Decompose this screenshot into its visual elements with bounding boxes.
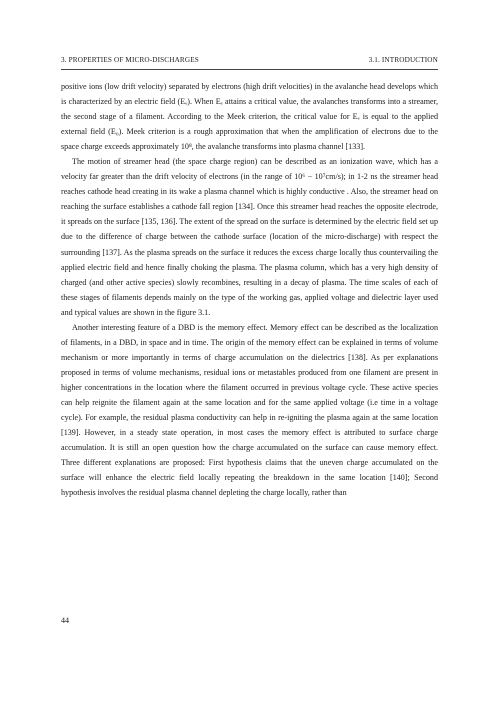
page-number: 44 — [61, 616, 70, 625]
body-text — [61, 79, 438, 500]
chapter-title: 3. PROPERTIES OF MICRO-DISCHARGES — [61, 56, 199, 64]
paragraph: The motion of streamer head (the space charge region) can be described as an ionization wave, which has a velocity far greater than the drift velocity of electrons (in the range of 10⁶ − 10⁷cm/s); in 1-2 ns the streamer head reaches cathode head creating in its wake a plasma channel which is highly conductive . Also, the streamer head on reaching the surface establishes a cathode fall region [134]. Once this streamer head reaches the opposite electrode, it spreads on the surface [135, 136]. The extent of the spread on the surface is determined by the electric field set up due to the difference of charge between the cathode surface (location of the micro-discharge) with respect the surrounding [137]. As the plasma spreads on the surface it reduces the excess charge locally thus countervailing the applied electric field and hence finally choking the plasma. The plasma column, which has a very high density of charged (and other active species) slowly recombines, resulting in a decay of plasma. The time scales of each of these stages of filaments depends mainly on the type of the working gas, applied voltage and dielectric layer used and typical values are shown in the figure 3.1. — [61, 157, 438, 317]
paragraph: positive ions (low drift velocity) separated by electrons (high drift velocities) in the avalanche head develops which is characterized by an electric field (Eₑ). When Eₑ attains a critical value, the avalanches transforms into a streamer, the second stage of a filament. According to the Meek criterion, the critical value for Eₑ is equal to the applied external field (E₀). Meek criterion is a rough approximation that when the amplification of electrons due to the space charge exceeds approximately 10⁸, the avalanche transforms into plasma channel [133]. — [61, 82, 438, 152]
section-title: 3.1. INTRODUCTION — [368, 56, 438, 64]
header-rule — [61, 69, 438, 70]
running-header — [61, 56, 438, 68]
paragraph: Another interesting feature of a DBD is the memory effect. Memory effect can be described as the localization of filaments, in a DBD, in space and in time. The origin of the memory effect can be explained in terms of volume mechanism or more importantly in terms of charge accumulation on the dielectrics [138]. As per explanations proposed in terms of volume mechanisms, residual ions or metastables produced from one filament are present in higher concentrations in the location where the filament occurred in previous voltage cycle. These active species can help reignite the filament again at the same location and for the same applied voltage (i.e time in a voltage cycle). For example, the residual plasma conductivity can help in re-igniting the plasma again at the same location [139]. However, in a steady state operation, in most cases the memory effect is attributed to surface charge accumulation. It is still an open question how the charge accumulated on the surface can cause memory effect. Three different explanations are proposed: First hypothesis claims that the uneven charge accumulated on the surface will enhance the electric field locally repeating the breakdown in the same location [140]; Second hypothesis involves the residual plasma channel depleting the charge locally, rather than — [61, 322, 438, 498]
